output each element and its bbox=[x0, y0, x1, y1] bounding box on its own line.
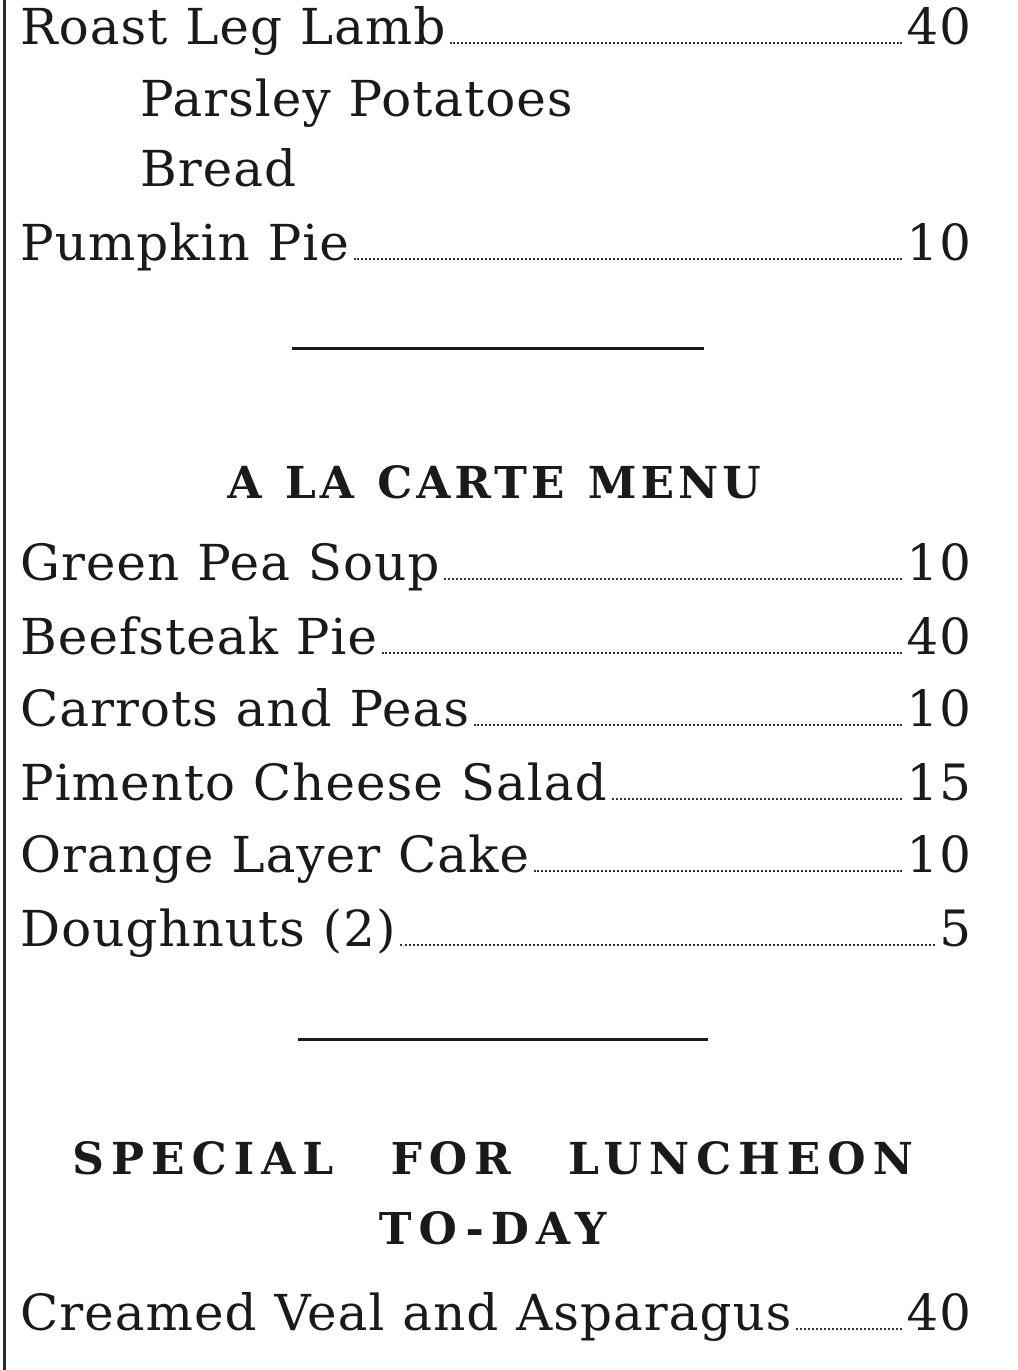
menu-item-price: 5 bbox=[939, 900, 972, 958]
section-divider bbox=[298, 1038, 708, 1041]
menu-item bbox=[20, 826, 972, 884]
menu-item bbox=[20, 754, 972, 812]
menu-item bbox=[20, 680, 972, 738]
menu-item-name: Carrots and Peas bbox=[20, 680, 470, 738]
section-divider bbox=[292, 347, 704, 350]
menu-item bbox=[20, 534, 972, 592]
menu-item-price: 40 bbox=[906, 0, 972, 56]
menu-item bbox=[20, 0, 972, 56]
dot-leader bbox=[400, 944, 935, 946]
menu-item-name: Doughnuts (2) bbox=[20, 900, 397, 958]
menu-item-name: Green Pea Soup bbox=[20, 534, 441, 592]
menu-item bbox=[20, 900, 972, 958]
section-heading: SPECIAL FOR LUNCHEON bbox=[72, 1134, 920, 1185]
menu-item-name: Orange Layer Cake bbox=[20, 826, 530, 884]
menu-item-name: Pumpkin Pie bbox=[20, 214, 350, 272]
menu-item-name: Beefsteak Pie bbox=[20, 608, 378, 666]
dot-leader bbox=[450, 42, 902, 44]
section-heading: A LA CARTE MENU bbox=[227, 458, 765, 509]
menu-item bbox=[20, 214, 972, 272]
menu-item-price: 40 bbox=[906, 1284, 972, 1342]
menu-item-price: 10 bbox=[906, 534, 972, 592]
column-rule bbox=[3, 0, 6, 1370]
menu-item bbox=[20, 1284, 972, 1342]
menu-item bbox=[20, 608, 972, 666]
menu-item-price: 15 bbox=[906, 754, 972, 812]
dot-leader bbox=[474, 724, 902, 726]
menu-item-name: Pimento Cheese Salad bbox=[20, 754, 608, 812]
dot-leader bbox=[354, 258, 903, 260]
menu-item-price: 40 bbox=[906, 608, 972, 666]
menu-item-name: Roast Leg Lamb bbox=[20, 0, 447, 56]
dot-leader bbox=[444, 578, 902, 580]
dot-leader bbox=[612, 798, 903, 800]
side-item: Parsley Potatoes bbox=[140, 70, 574, 128]
dot-leader bbox=[534, 870, 902, 872]
section-subheading: TO-DAY bbox=[378, 1204, 614, 1255]
dot-leader bbox=[382, 652, 902, 654]
menu-item-price: 10 bbox=[906, 214, 972, 272]
side-item: Bread bbox=[140, 140, 298, 198]
dot-leader bbox=[796, 1328, 902, 1330]
menu-item-price: 10 bbox=[906, 680, 972, 738]
menu-item-name: Creamed Veal and Asparagus bbox=[20, 1284, 793, 1342]
menu-item-price: 10 bbox=[906, 826, 972, 884]
